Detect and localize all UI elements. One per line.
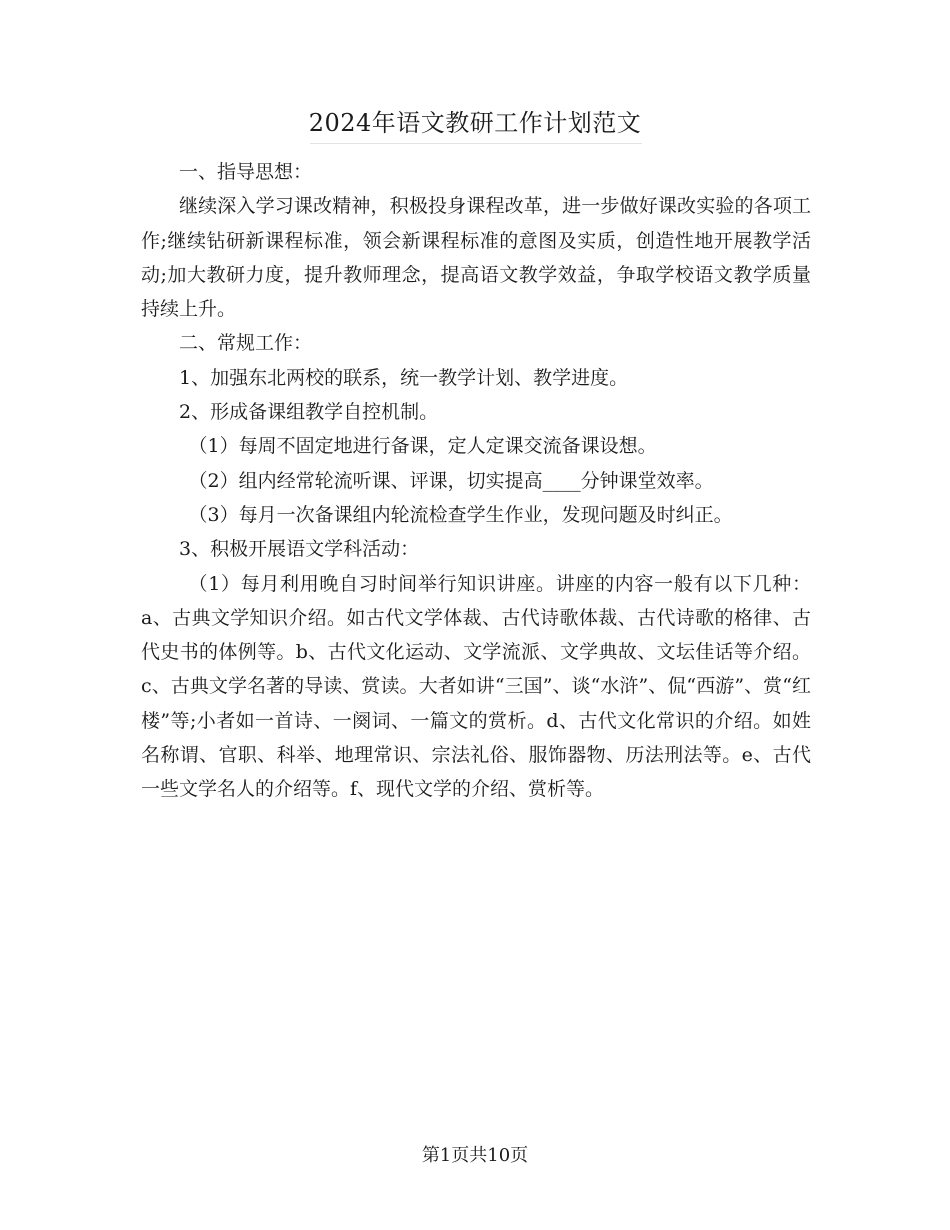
list-item-1: 1、加强东北两校的联系，统一教学计划、教学进度。 <box>179 366 629 389</box>
sub-item-3-1: （1）每月利用晚自习时间举行知识讲座。讲座的内容一般有以下几种：a、古典文学知识介绍。如古代文学体裁、古代诗歌体裁、古代诗歌的格律、古代史书的体例等。b、古代文化运动、文学流派、文学典故、文坛佳话等介绍。c、古典文学名著的导读、赏读。大者如讲“三国”、谈“水浒”、侃“西游”、赏“红楼”等;小者如一首诗、一阕词、一篇文的赏析。d、古代文化常识的介绍。如姓名称谓、官职、科举、地理常识、宗法礼俗、服饰器物、历法刑法等。e、古代一些文学名人的介绍等。f、现代文学的介绍、赏析等。 <box>141 572 811 801</box>
document-body <box>141 155 811 807</box>
section-heading-routine-work: 二、常规工作： <box>179 332 313 355</box>
section-heading-guiding-ideology: 一、指导思想： <box>179 161 313 183</box>
sub-item-2-3: （3）每月一次备课组内轮流检查学生作业，发现问题及时纠正。 <box>188 503 733 526</box>
sub-item-2-2: （2）组内经常轮流听课、评课，切实提高____分钟课堂效率。 <box>188 469 714 492</box>
page-number: 第1页共10页 <box>421 1145 529 1166</box>
title-divider <box>310 143 642 144</box>
document-title: 2024年语文教研工作计划范文 <box>308 109 642 137</box>
paragraph-guiding-ideology: 继续深入学习课改精神，积极投身课程改革，进一步做好课改实验的各项工作;继续钻研新课程标准，领会新课程标准的意图及实质，创造性地开展教学活动;加大教研力度，提升教师理念，提高语文教学效益，争取学校语文教学质量持续上升。 <box>141 195 811 321</box>
sub-item-2-1: （1）每周不固定地进行备课，定人定课交流备课设想。 <box>188 435 657 458</box>
list-item-2: 2、形成备课组教学自控机制。 <box>179 401 439 424</box>
list-item-3: 3、积极开展语文学科活动： <box>179 538 420 561</box>
